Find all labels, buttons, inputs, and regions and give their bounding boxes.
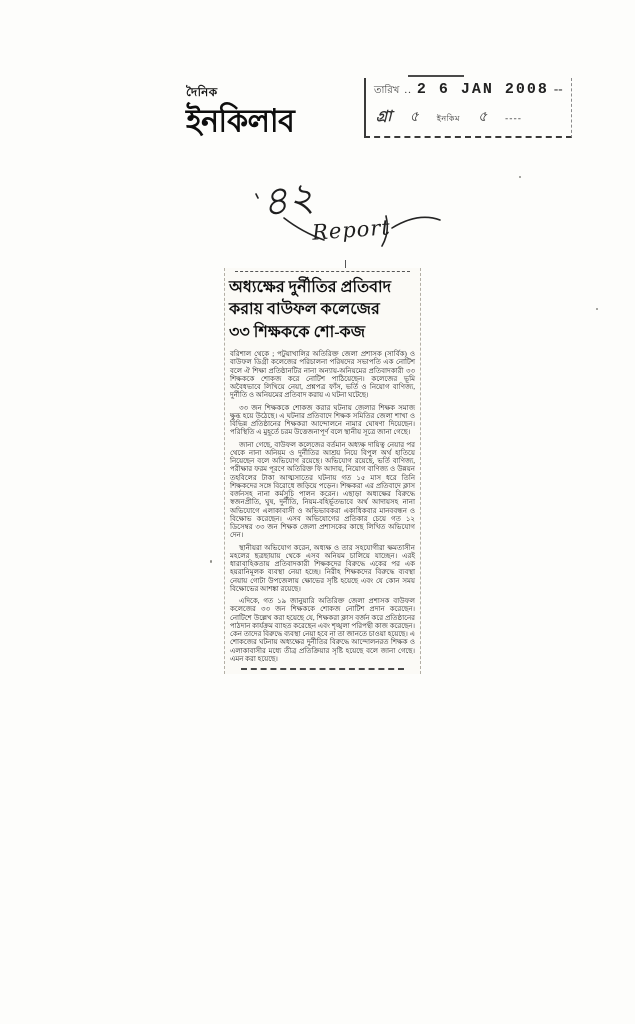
article-paragraph: ৩৩ জন শিক্ষককে শোকজ করার ঘটনায় জেলার শিক্ষক সমাজ ক্ষুব্ধ হয়ে উঠেছে। এ ঘটনার প্রতিবাদে শিক্ষক সমিতির জেলা শাখা ও বিভিন্ন প্রতিষ্ঠানের শিক্ষকরা আন্দোলনে নামার ঘোষণা দিয়েছেন। পরিস্থিতি এ মুহূর্তে চরম উত্তেজনাপূর্ণ বলে স্থানীয় সূত্রে জানা গেছে। (230, 403, 415, 437)
article-paragraph: জানা গেছে, বাউফল কলেজের বর্তমান অধ্যক্ষ দায়িত্ব নেয়ার পর থেকে নানা অনিয়ম ও দুর্নীতির আশ্রয় নিয়ে বিপুল অর্থ হাতিয়ে নিয়েছেন বলে অভিযোগ রয়েছে। অভিযোগ রয়েছে, ভর্তি বাণিজ্য, পরীক্ষার ফরম পূরণে অতিরিক্ত ফি আদায়, নিয়োগ বাণিজ্য ও উন্নয়ন তহবিলের টাকা আত্মসাতের ঘটনায় গত ১৫ মাস ধরে তিনি শিক্ষকদের সঙ্গে বিরোধে জড়িয়ে পড়েন। শিক্ষকরা এর প্রতিবাদে ক্লাস বর্জনসহ নানা কর্মসূচি পালন করেন। এছাড়া অধ্যক্ষের বিরুদ্ধে স্বজনপ্রীতি, ঘুষ, দুর্নীতি, নিয়ম-বহির্ভূতভাবে অর্থ আদায়সহ নানা অভিযোগে এলাকাবাসী ও অভিভাবকরা একাধিকবার মানববন্ধন ও বিক্ষোভ করেছেন। এসব অভিযোগের প্রতিকার চেয়ে গত ১২ ডিসেম্বর ৩৩ জন শিক্ষক জেলা প্রশাসকের কাছে লিখিত অভিযোগ দেন। (230, 440, 415, 540)
article-body (228, 350, 417, 663)
clipping-bottom-rule (241, 668, 404, 670)
handwritten-number: ৪২ (259, 173, 317, 227)
article-paragraph: এদিকে, গত ১৯ জানুয়ারি অতিরিক্ত জেলা প্রশাসক বাউফল কলেজের ৩৩ জন শিক্ষককে শোকজ নোটিশ প্রদান করেছেন। নোটিশে উল্লেখ করা হয়েছে যে, শিক্ষকরা ক্লাস বর্জন করে প্রতিষ্ঠানের পাঠদান কার্যক্রম ব্যাহত করেছেন এবং শৃঙ্খলা পরিপন্থী কাজ করেছেন। কেন তাদের বিরুদ্ধে ব্যবস্থা নেয়া হবে না তা জানতে চাওয়া হয়েছে। এ শোকজের ঘটনায় অধ্যক্ষের দুর্নীতির বিরুদ্ধে আন্দোলনরত শিক্ষক ও এলাকাবাসীর মধ্যে তীব্র প্রতিক্রিয়ার সৃষ্টি হয়েছে বলে জানা গেছে। এমন করা হয়েছে। (230, 597, 415, 663)
stamp-reference-row (374, 105, 565, 130)
handwritten-annotation (250, 173, 450, 270)
stamp-date-label: তারিখ (374, 85, 400, 96)
stamp-date-value: 2 6 JAN 2008 (416, 81, 549, 98)
stamp-small-text: ইনকিম (436, 114, 460, 123)
date-stamp (364, 78, 572, 138)
stamp-date-row (374, 81, 565, 100)
article-headline (229, 277, 416, 344)
clipping-top-tick (345, 260, 346, 268)
stamp-mark-right: ৫ (477, 109, 488, 125)
headline-line-1: অধ্যক্ষের দুর্নীতির প্রতিবাদ (229, 279, 392, 296)
scan-speck (210, 560, 212, 563)
headline-line-2: করায় বাউফল কলেজের (229, 301, 380, 319)
stamp-mark-left: ৫ (409, 109, 419, 125)
newspaper-masthead (186, 84, 316, 140)
scan-speck (596, 308, 598, 310)
stamp-monogram: গ্রা (376, 107, 392, 125)
stamp-trail-dashes: ---- (505, 114, 523, 124)
handwritten-word: Report (311, 215, 392, 245)
headline-line-3: ৩৩ শিক্ষককে শো-কজ (229, 323, 366, 341)
article-paragraph: স্থানীয়রা অভিযোগ করেন, অধ্যক্ষ ও তার সহযোগীরা ক্ষমতাসীন মহলের ছত্রছায়ায় থেকে এসব অনিয়ম চালিয়ে যাচ্ছেন। এরই ধারাবাহিকতায় প্রতিবাদকারী শিক্ষকদের বিরুদ্ধে একের পর এক হয়রানিমূলক ব্যবস্থা নেয়া হচ্ছে। নিরীহ শিক্ষকদের বিরুদ্ধে ব্যবস্থা নেয়ায় গোটা উপজেলায় ক্ষোভের সৃষ্টি হয়েছে এবং যে কোন সময় বিক্ষোভের আশঙ্কা রয়েছে। (230, 543, 415, 593)
article-paragraph: বরিশাল থেকে ; পটুয়াখালির অতিরিক্ত জেলা প্রশাসক (সার্বিক) ও বাউফল ডিগ্রী কলেজের পরিচালনা পরিষদের সভাপতি এক নোটিশ বলে ঐ শিক্ষা প্রতিষ্ঠানটির নানা অন্যায়-অনিয়মের প্রতিবাদকারী ৩৩ শিক্ষককে শোকজ করে নোটিশ পাঠিয়েছেন। কলেজের ভূমি অবৈধভাবে লিখিয়ে নেয়া, প্রশ্নপত্র ফাঁস, ভর্তি ও নিয়োগ বাণিজ্য, দুর্নীতি ও অনিয়মের প্রতিবাদ করায় এ ঘটনা ঘটেছে। (230, 350, 415, 400)
stamp-overline (408, 75, 464, 77)
masthead-dainik-label: দৈনিক (186, 85, 218, 99)
clipping-top-rule (235, 271, 411, 272)
masthead-title: ইনকিলাব (186, 102, 295, 140)
news-clipping (224, 268, 421, 674)
stamp-date-suffix: -- (553, 81, 563, 96)
stamp-date-dots: .. (404, 84, 412, 96)
scan-speck (519, 176, 521, 178)
